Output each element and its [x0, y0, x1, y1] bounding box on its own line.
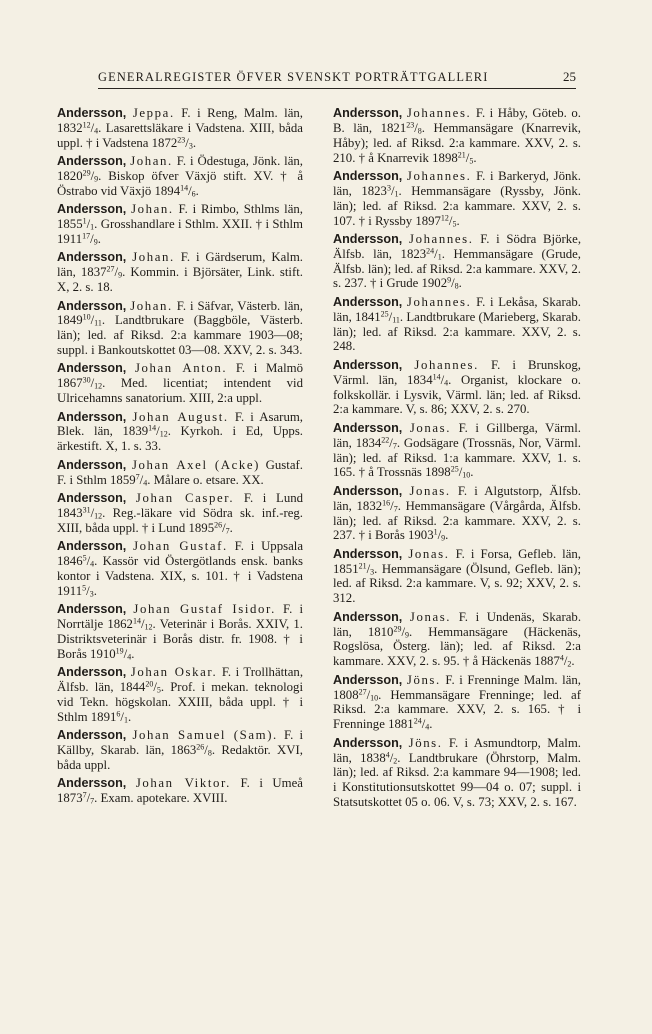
entry-text: F. i Asarum, Blek. län, $1839^{14}/_{12}$. Kyrkoh. i Ed, Upps. ärkestift. X, 1. s. 33.	[57, 409, 304, 454]
entry-given-name: Johan.	[130, 154, 173, 169]
register-entry	[57, 539, 303, 598]
entry-surname: Andersson,	[57, 728, 127, 743]
entry-text: F. i Södra Björke, Älfsb. län, $1823^{24}/_1$. Hemmansägare (Grude, Älfsb. län); led. af Riksd. 2:a kammare. XXV, 2. s. 237. † i Grude $1902^9/_8$.	[333, 231, 582, 291]
entry-given-name: Johan Gustaf Isidor.	[133, 602, 276, 617]
entry-text: F. i Lekåsa, Skarab. län, $1841^{25}/_{11}$. Landtbrukare (Marieberg, Skarab. län); led. af Riksd. 2:a kammare. XXV, 2. s. 248.	[333, 294, 581, 354]
register-entry	[333, 547, 581, 606]
entry-text: F. i Asmundtorp, Malm. län, $1838^4/_2$. Landtbrukare (Öhrstorp, Malm. län); led. af Riksd. 2:a kammare 94—1908; led. i Konstitutionsutskottet 99—04 o. 07; suppl. i Statsutskottet 05 o. 06. V, s. 73; XXV, 2. s. 167.	[333, 735, 581, 810]
register-entry	[333, 421, 581, 480]
entry-text: F. i Frenninge Malm. län, $1808^{27}/_{10}$. Hemmansägare Frenninge; led. af Riksd. 2:a kammare. XXV, 2. s. 165. † i Frenninge $1881^{24}/_4$.	[333, 672, 582, 732]
register-entry	[57, 458, 303, 488]
register-entry	[333, 358, 581, 417]
register-entry	[333, 106, 581, 165]
entry-text: F. i Källby, Skarab. län, $1863^{26}/_8$. Redaktör. XVI, båda uppl.	[57, 728, 304, 772]
entry-text: F. i Rimbo, Sthlms län, $1855^1/_1$. Grosshandlare i Sthlm. XXII. † i Sthlm $1911^{17}/_9$.	[57, 202, 303, 247]
register-entry	[57, 154, 303, 199]
entry-surname: Andersson,	[57, 250, 127, 265]
entry-surname: Andersson,	[57, 539, 127, 554]
entry-surname: Andersson,	[333, 609, 403, 624]
entry-surname: Andersson,	[333, 168, 403, 183]
entry-surname: Andersson,	[57, 491, 127, 505]
entry-surname: Andersson,	[57, 665, 127, 680]
entry-surname: Andersson,	[57, 202, 127, 217]
register-entry	[57, 776, 303, 806]
register-entry	[57, 410, 303, 455]
register-entry	[333, 169, 581, 228]
register-entry	[333, 295, 581, 354]
entry-text: F. i Brunskog, Värml. län, $1834^{14}/_4$. Organist, klockare o. folkskollär. i Lysvik, Värml. län; led. af Riksd. 2:a kammare. V, s. 86; XXV, 2. s. 270.	[333, 357, 581, 417]
entry-given-name: Johan Viktor.	[135, 776, 231, 791]
entry-surname: Andersson,	[57, 776, 127, 791]
entry-given-name: Johannes.	[414, 357, 479, 372]
entry-text: F. i Malmö $1867^{30}/_{12}$. Med. licentiat; intendent vid Ulricehamns sanatorium. XIII, 2:a uppl.	[57, 361, 303, 406]
entry-given-name: Jöns.	[406, 672, 441, 687]
entry-surname: Andersson,	[333, 357, 403, 372]
register-entry	[57, 361, 303, 406]
entry-given-name: Johan Casper.	[135, 491, 235, 505]
entry-text: F. i Umeå $1873^7/_7$. Exam. apotekare. XVIII.	[57, 776, 303, 806]
entry-given-name: Jonas.	[409, 483, 451, 498]
entry-given-name: Jonas.	[409, 420, 452, 435]
entry-surname: Andersson,	[57, 154, 127, 169]
entry-surname: Andersson,	[333, 420, 403, 435]
entry-surname: Andersson,	[333, 672, 403, 687]
entry-surname: Andersson,	[57, 298, 127, 313]
entry-given-name: Johan Samuel (Sam).	[132, 728, 278, 743]
entry-surname: Andersson,	[57, 361, 127, 376]
entry-given-name: Johan Oskar.	[130, 665, 218, 680]
page-header	[98, 64, 576, 89]
register-entry	[333, 484, 581, 543]
entry-surname: Andersson,	[333, 294, 403, 309]
entry-text: Gustaf. F. i Sthlm $1859^7/_4$. Målare o. etsare. XX.	[57, 457, 303, 488]
register-entry	[333, 673, 581, 732]
entry-surname: Andersson,	[57, 409, 127, 424]
entry-given-name: Johan.	[130, 298, 173, 313]
entry-surname: Andersson,	[333, 483, 403, 498]
entry-text: F. i Undenäs, Skarab. län, $1810^{29}/_9$. Hemmansägare (Häckenäs, Rogslösa, Österg. län); led. af Riksd. 2:a kammare. XXV, 2. s. 95. † å Häckenäs $1887^4/_2$.	[333, 609, 582, 669]
entry-given-name: Johan Axel (Acke)	[131, 457, 260, 472]
entry-given-name: Jonas.	[409, 609, 452, 624]
entry-text: F. i Uppsala $1846^5/_4$. Kassör vid Östergötlands ensk. banks kontor i Vadstena. XIX, s. 101. † i Vadstena $1911^5/_3$.	[57, 539, 304, 599]
entry-text: F. i Barkeryd, Jönk. län, $1823^3/_1$. Hemmansägare (Ryssby, Jönk. län); led. af Riksd. 2:a kammare. XXV, 2. s. 107. † i Ryssby $1897^{12}/_5$.	[333, 168, 582, 228]
entry-given-name: Johannes.	[406, 294, 472, 309]
entry-surname: Andersson,	[333, 106, 403, 120]
running-title: GENERALREGISTER ÖFVER SVENSKT PORTRÄTTGALLERI	[98, 70, 489, 84]
entry-text: F. i Säfvar, Västerb. län, $1849^{10}/_{11}$. Landtbrukare (Baggböle, Västerb. län); led. af Riksd. 2:a kammare 1903—08; suppl. i Bankoutskottet 03—08. XXV, 2. s. 343.	[57, 298, 303, 358]
register-entry	[57, 106, 303, 151]
register-entry	[57, 250, 303, 295]
register-entry	[57, 602, 303, 661]
entry-surname: Andersson,	[333, 231, 403, 246]
entry-surname: Andersson,	[57, 457, 127, 472]
entry-text: F. i Norrtälje $1862^{14}/_{12}$. Veterinär i Borås. XXIV, 1. Distriktsveterinär i Borås distr. fr. 1908. † i Borås $1910^{19}/_4$.	[57, 602, 304, 662]
register-entry	[57, 299, 303, 358]
entry-text: F. i Algutstorp, Älfsb. län, $1832^{16}/_7$. Hemmansägare (Vårgårda, Älfsb. län); led. af Riksd. 2:a kammare. XXV, 2. s. 237. † i Borås $1903^1/_9$.	[333, 483, 582, 543]
entry-given-name: Johan August.	[132, 409, 229, 424]
entry-given-name: Johannes.	[406, 168, 472, 183]
entry-given-name: Johannes.	[408, 231, 474, 246]
entry-text: F. i Gillberga, Värml. län, $1834^{22}/_7$. Godsägare (Trossnäs, Nor, Värml. län); led. af Riksd. 1:a kammare. XXV, 1. s. 165. † å Trossnäs $1898^{25}/_{10}$.	[333, 420, 581, 480]
entry-given-name: Jeppa.	[132, 106, 175, 120]
entry-given-name: Jonas.	[408, 546, 450, 561]
entry-surname: Andersson,	[333, 735, 403, 750]
entry-surname: Andersson,	[333, 546, 403, 561]
register-entry	[333, 610, 581, 669]
entry-given-name: Johan.	[131, 202, 174, 217]
entry-text: F. i Reng, Malm. län, $1832^{12}/_4$. Lasarettsläkare i Vadstena. XIII, båda uppl. † i Vadstena $1872^{23}/_3$.	[57, 106, 304, 151]
entry-text: F. i Trollhättan, Älfsb. län, $1844^{20}/_5$. Prof. i mekan. teknologi vid Tekn. högskolan. XXIII, båda uppl. † i Sthlm $1891^6/_1$.	[57, 665, 304, 725]
entry-given-name: Johan.	[132, 250, 175, 265]
entry-text: F. i Ödestuga, Jönk. län, $1820^{29}/_9$. Biskop öfver Växjö stift. XV. † å Östrabo vid Växjö $1894^{14}/_6$.	[57, 154, 304, 199]
entry-given-name: Johan Gustaf.	[133, 539, 228, 554]
register-entry	[333, 736, 581, 810]
entry-given-name: Johan Anton.	[134, 361, 228, 376]
entry-text: F. i Lund $1843^{31}/_{12}$. Reg.-läkare vid Södra sk. inf.-reg. XIII, båda uppl. † i Lund $1895^{26}/_7$.	[57, 491, 304, 536]
entry-surname: Andersson,	[57, 106, 127, 120]
entry-given-name: Johannes.	[406, 106, 472, 120]
entry-given-name: Jöns.	[408, 735, 443, 750]
register-entry	[57, 728, 303, 773]
page-number: 25	[563, 69, 576, 84]
entry-text: F. i Håby, Göteb. o. B. län, $1821^{23}/_8$. Hemmansägare (Knarrevik, Håby); led. af Riksd. 2:a kammare. XXV, 2. s. 210. † å Knarrevik $1898^{21}/_5$.	[333, 106, 581, 166]
register-entry	[333, 232, 581, 291]
register-entry	[57, 491, 303, 536]
entry-surname: Andersson,	[57, 602, 127, 617]
left-column	[57, 106, 303, 809]
entry-text: F. i Gärdserum, Kalm. län, $1837^{27}/_9$. Kommin. i Björsäter, Link. stift. X, 2. s. 18.	[57, 250, 303, 295]
entry-text: F. i Forsa, Gefleb. län, $1851^{21}/_3$. Hemmansägare (Ölsund, Gefleb. län); led. af Riksd. 2:a kammare. V, s. 92; XXV, 2. s. 312.	[333, 546, 582, 606]
right-column	[333, 106, 581, 814]
register-entry	[57, 202, 303, 247]
register-entry	[57, 665, 303, 724]
